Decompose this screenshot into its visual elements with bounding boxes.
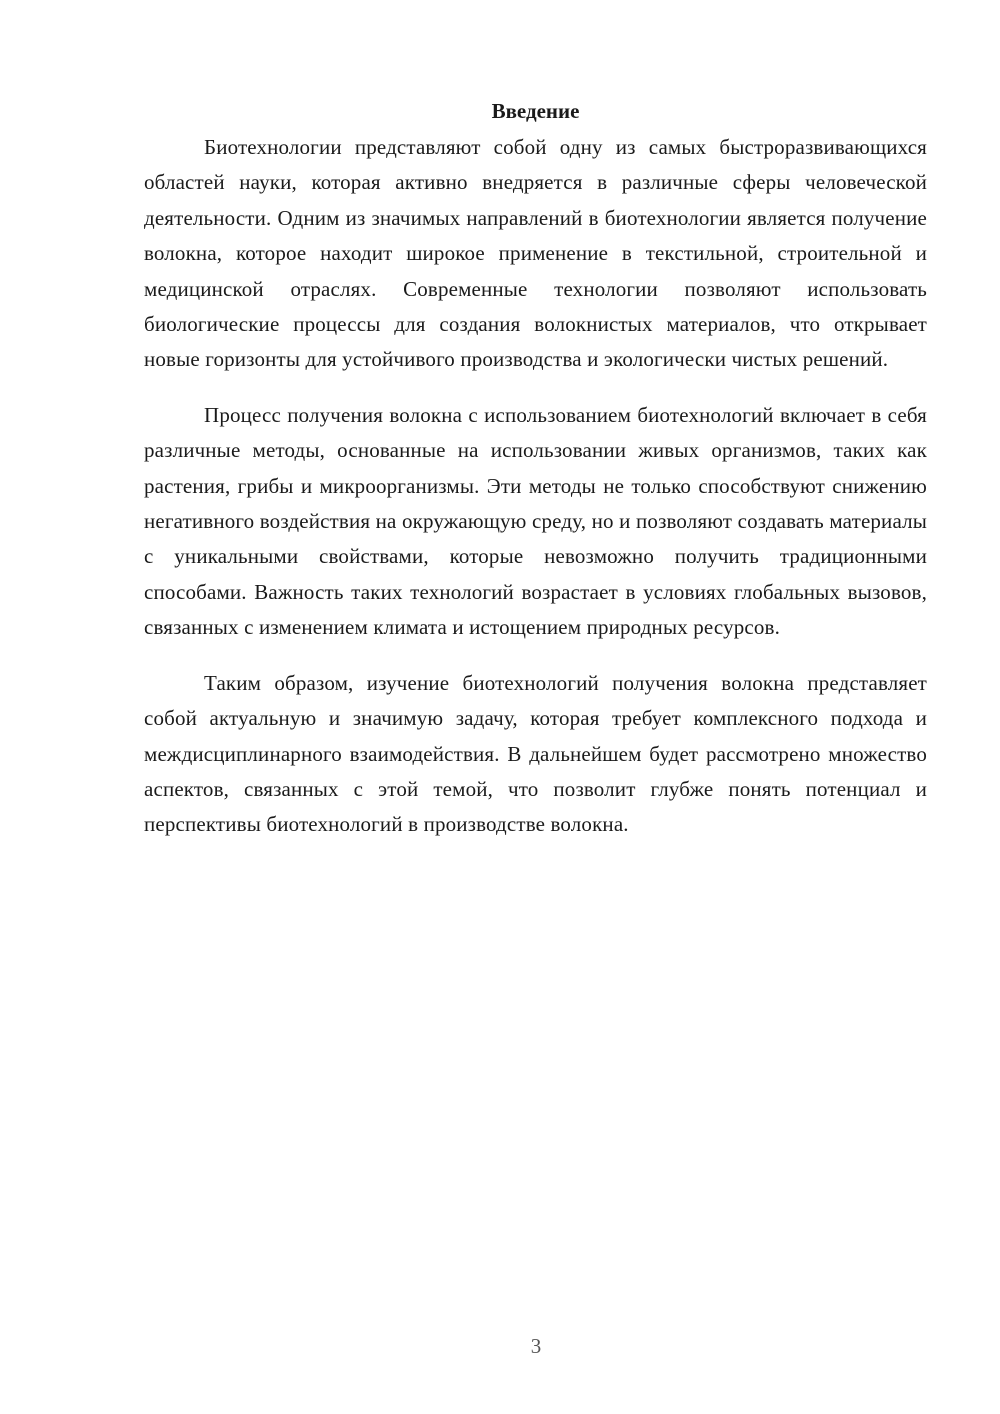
paragraph-1: Биотехнологии представляют собой одну из самых быстроразвивающихся областей науки, которая активно внедряется в различные сферы человеческой деятельности. Одним из значимых направлений в биотехнологии является получение волокна, которое находит широкое применение в текстильной, строительной и медицинской отраслях. Современные технологии позволяют использовать биологические процессы для создания волокнистых материалов, что открывает новые горизонты для устойчивого производства и экологически чистых решений. [144,135,927,372]
section-title: Введение [491,99,580,123]
page-number: 3 [530,1334,542,1358]
paragraph-3: Таким образом, изучение биотехнологий получения волокна представляет собой актуальную и значимую задачу, которая требует комплексного подхода и междисциплинарного взаимодействия. В дальнейшем будет рассмотрено множество аспектов, связанных с этой темой, что позволит глубже понять потенциал и перспективы биотехнологий в производстве волокна. [144,670,927,837]
paragraph-2: Процесс получения волокна с использованием биотехнологий включает в себя различные методы, основанные на использовании живых организмов, таких как растения, грибы и микроорганизмы. Эти методы не только способствуют снижению негативного воздействия на окружающую среду, но и позволяют создавать материалы с уникальными свойствами, которые невозможно получить традиционными способами. Важность таких технологий возрастает в условиях глобальных вызовов, связанных с изменением климата и истощением природных ресурсов. [144,402,927,640]
page-content [144,96,927,863]
